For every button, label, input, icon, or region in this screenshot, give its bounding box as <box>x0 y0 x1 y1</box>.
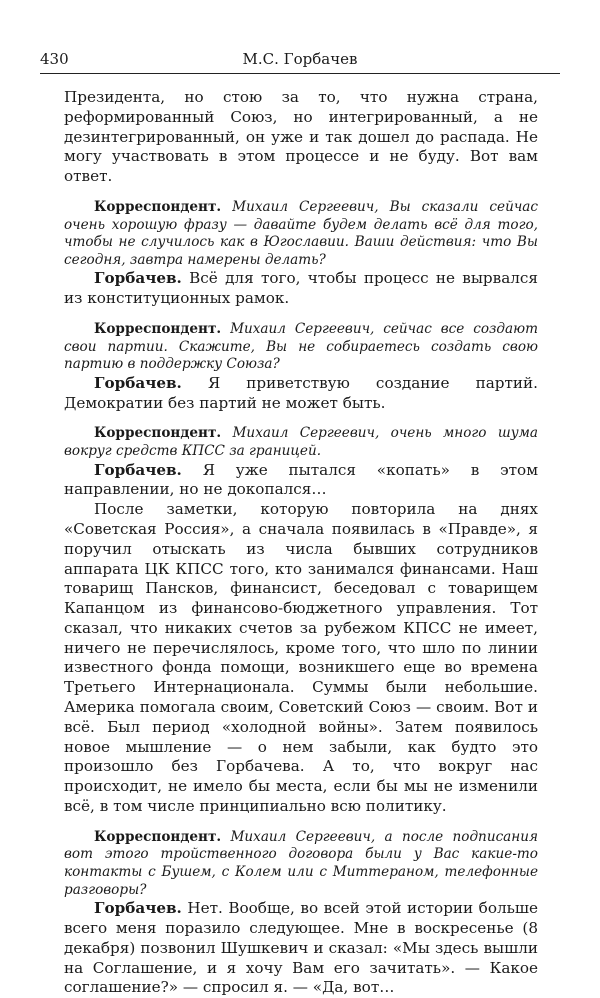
answer-paragraph <box>64 899 538 998</box>
page-number: 430 <box>40 50 69 68</box>
answer-text: Всё для того, чтобы процесс не вырвался из конституционных рамок. <box>64 269 538 308</box>
question-text: Михаил Сергеевич, сейчас все создают свои партии. Скажите, Вы не собираетесь создать свою партию в поддержку Союза? <box>64 320 538 373</box>
answer-text: Нет. Вообще, во всей этой истории больше всего меня поразило следующее. Мне в воскресенье (8 декабря) позвонил Шушкевич и сказал: «Мы здесь вышли на Соглашение, и я хочу Вам его зачитать». — Какое соглашение?» — спросил я. — «Да, вот… <box>64 899 538 997</box>
question-paragraph <box>64 829 538 899</box>
question-paragraph <box>64 321 538 374</box>
answer-text: Я уже пытался «копать» в этом направлении, но не докопался… <box>64 460 539 499</box>
speaker-label: Горбачев. <box>94 269 182 288</box>
speaker-label: Корреспондент. <box>94 425 222 442</box>
running-head: М.С. Горбачев <box>242 50 358 68</box>
question-paragraph <box>64 425 538 460</box>
answer-paragraph <box>64 269 538 309</box>
speaker-label: Корреспондент. <box>94 320 222 337</box>
speaker-label: Корреспондент. <box>94 828 222 845</box>
answer-continuation-paragraph: После заметки, которую повторила на днях «Советская Россия», а сначала появилась в «Правде», я поручил отыскать из числа бывших сотрудников аппарата ЦК КПСС того, кто занимался финансами. Наш товарищ Пансков, финансист, беседовал с товарищем Капанцом из финансово-бюджетного управления. Тот сказал, что никаких счетов за рубежом КПСС не имеет, ничего не перечислялось, кроме того, что шло по линии известного фонда помощи, возникшего еще во времена Третьего Интернационала. Суммы были небольшие. Америка помогала своим, Советский Союз — своим. Вот и всё. Был период «холодной войны». Затем появилось новое мышление — о нем забыли, как будто это произошло без Горбачева. А то, что вокруг нас происходит, не имело бы места, если бы мы не изменили всё, в том числе принципиально всю политику. <box>64 500 538 816</box>
speaker-label: Горбачев. <box>94 460 182 479</box>
page-header <box>40 50 560 70</box>
question-paragraph <box>64 199 538 269</box>
speaker-label: Корреспондент. <box>94 198 222 215</box>
question-text: Михаил Сергеевич, Вы сказали сейчас очень хорошую фразу — давайте будем делать всё для того, чтобы не случилось как в Югославии. Ваши действия: что Вы сегодня, завтра намерены делать? <box>64 198 539 268</box>
header-rule <box>40 73 560 74</box>
opening-paragraph: Президента, но стою за то, что нужна страна, реформированный Союз, но интегрированный, а не дезинтегрированный, он уже и так дошел до распада. Не могу участвовать в этом процессе и не буду. Вот вам ответ. <box>64 88 538 186</box>
speaker-label: Горбачев. <box>94 373 182 392</box>
speaker-label: Горбачев. <box>94 899 182 918</box>
answer-paragraph <box>64 461 538 501</box>
answer-text: Я приветствую создание партий. Демократии без партий не может быть. <box>64 373 538 412</box>
page-body <box>64 88 538 998</box>
question-text: Михаил Сергеевич, очень много шума вокруг средств КПСС за границей. <box>64 425 538 459</box>
answer-paragraph <box>64 374 538 414</box>
question-text: Михаил Сергеевич, а после подписания вот этого тройственного договора были у Вас какие-то контакты с Бушем, с Колем или с Миттераном, телефонные разговоры? <box>64 828 538 898</box>
